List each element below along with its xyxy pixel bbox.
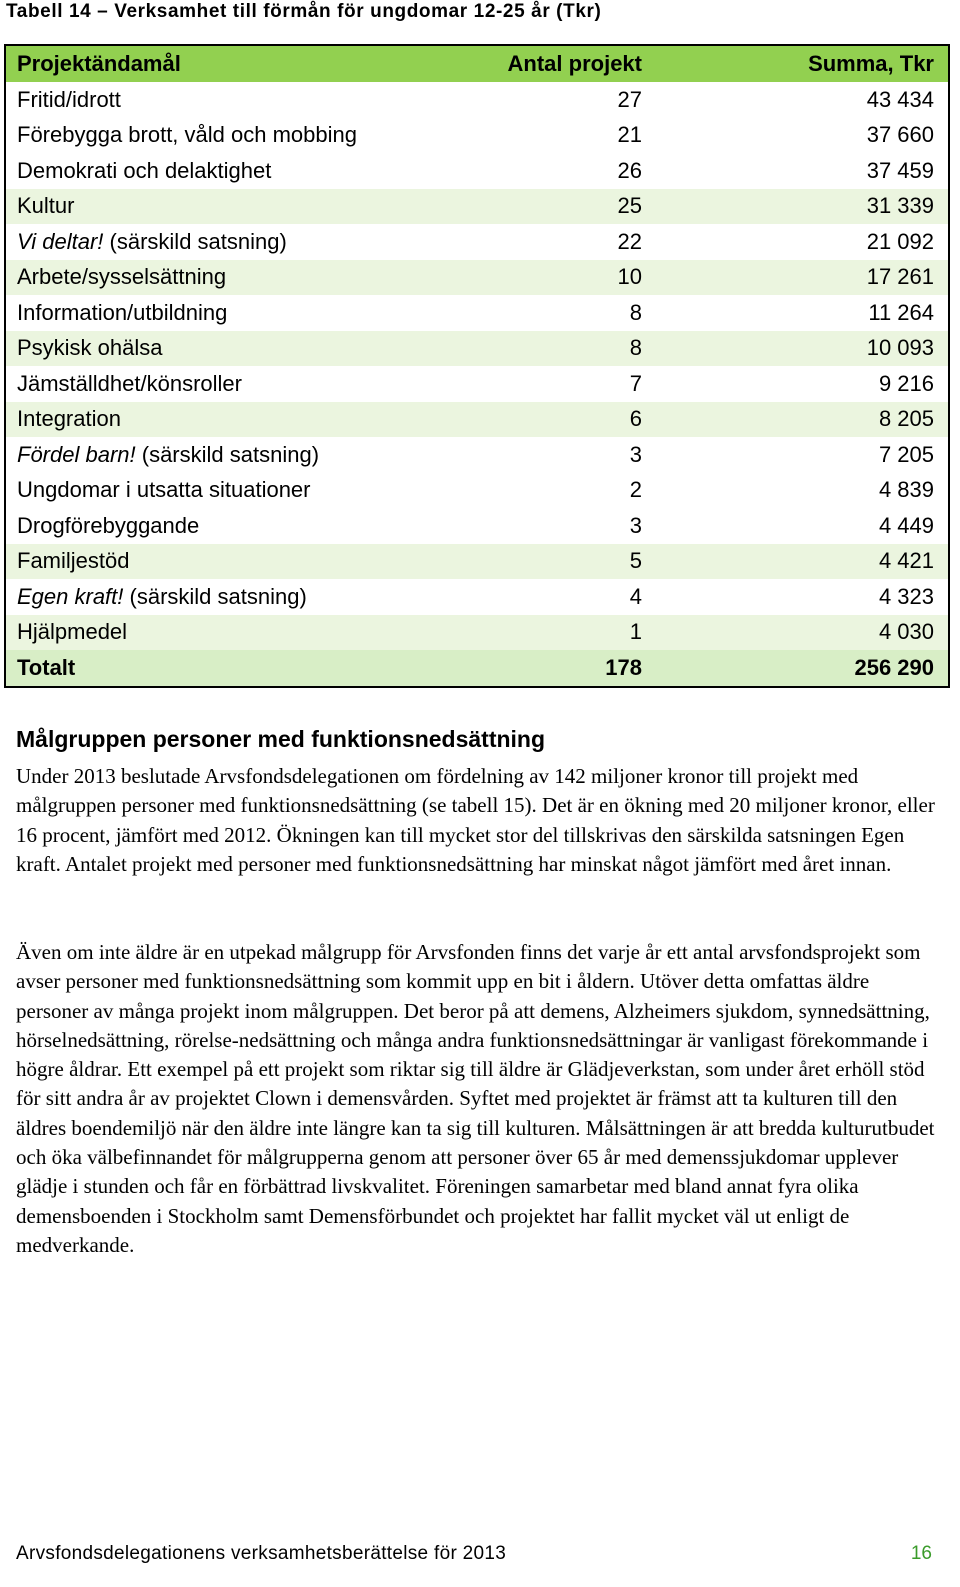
header-project-count: Antal projekt bbox=[507, 51, 642, 76]
youth-activity-table bbox=[4, 44, 950, 688]
page-number: 16 bbox=[910, 1543, 932, 1564]
row-purpose-label: Fritid/idrott bbox=[17, 86, 121, 112]
row-purpose-italic: Egen kraft! bbox=[17, 583, 124, 609]
row-purpose-label: Ungdomar i utsatta situationer bbox=[17, 477, 311, 503]
table-row bbox=[6, 437, 948, 473]
table-row bbox=[6, 366, 948, 402]
row-purpose-label: Hjälpmedel bbox=[17, 619, 128, 645]
row-purpose-label: (särskild satsning) bbox=[135, 441, 320, 467]
row-purpose bbox=[6, 264, 466, 290]
table-row bbox=[6, 579, 948, 615]
row-purpose-label: Drogförebyggande bbox=[17, 512, 200, 538]
row-purpose-label: Psykisk ohälsa bbox=[17, 335, 163, 361]
row-count: 6 bbox=[629, 406, 642, 432]
table-row bbox=[6, 189, 948, 225]
row-purpose-label: Information/utbildning bbox=[17, 299, 228, 325]
row-count: 27 bbox=[617, 86, 642, 112]
row-purpose-label: Familjestöd bbox=[17, 548, 130, 574]
row-count: 5 bbox=[629, 548, 642, 574]
row-purpose bbox=[6, 87, 466, 113]
row-count: 22 bbox=[617, 228, 642, 254]
row-purpose bbox=[6, 335, 466, 361]
row-sum: 21 092 bbox=[866, 228, 934, 254]
row-count: 8 bbox=[629, 335, 642, 361]
row-sum: 43 434 bbox=[866, 86, 934, 112]
table-caption: Tabell 14 – Verksamhet till förmån för ungdomar 12-25 år (Tkr) bbox=[6, 1, 602, 22]
row-sum: 37 459 bbox=[866, 157, 934, 183]
row-count: 10 bbox=[617, 264, 642, 290]
row-sum: 9 216 bbox=[878, 370, 934, 396]
table-row bbox=[6, 331, 948, 367]
row-purpose bbox=[6, 477, 466, 503]
row-purpose bbox=[6, 371, 466, 397]
row-purpose-label: Kultur bbox=[17, 193, 75, 219]
row-count: 26 bbox=[617, 157, 642, 183]
table-row bbox=[6, 260, 948, 296]
row-sum: 10 093 bbox=[866, 335, 934, 361]
row-count: 1 bbox=[629, 619, 642, 645]
row-purpose-label: Demokrati och delaktighet bbox=[17, 157, 272, 183]
row-purpose bbox=[6, 158, 466, 184]
row-purpose bbox=[6, 513, 466, 539]
row-sum: 4 449 bbox=[878, 512, 934, 538]
row-sum: 4 323 bbox=[878, 583, 934, 609]
paragraph-2: Även om inte äldre är en utpekad målgrupp för Arvsfonden finns det varje år ett antal arvsfondsprojekt som avser personer med funktionsnedsättning som kommit upp en bit i åldern. Utöver detta omfattas äldre personer av många projekt inom målgruppen. Det beror på att demens, Alzheimers sjukdom, synnedsättning, hörselnedsättning, rörelse-nedsättning och många andra funktionsnedsättningar är vanligast förekommande i högre åldrar. Ett exempel på ett projekt som riktar sig till äldre är Glädjeverkstan, som under året erhöll stöd för sitt andra år av projektet Clown i demensvården. Syftet med projektet är främst att ta kulturen till den äldres boendemiljö när den äldre inte längre kan ta sig till kulturen. Målsättningen är att bredda kulturutbudet och öka välbefinnandet för målgrupperna genom att personer över 65 år med demenssjukdomar upplever glädje i stunden och får en förbättrad livskvalitet. Föreningen samarbetar med bland annat fyra olika demensboenden i Stockholm samt Demensförbundet och projektet har fallit mycket väl ut enligt de medverkande. bbox=[16, 940, 935, 1257]
row-sum: 4 421 bbox=[878, 548, 934, 574]
row-count: 21 bbox=[617, 122, 642, 148]
row-purpose bbox=[6, 406, 466, 432]
row-purpose bbox=[6, 229, 466, 255]
row-purpose bbox=[6, 122, 466, 148]
row-count: 3 bbox=[629, 441, 642, 467]
table-row bbox=[6, 508, 948, 544]
row-sum: 37 660 bbox=[866, 122, 934, 148]
row-purpose bbox=[6, 584, 466, 610]
row-sum: 31 339 bbox=[866, 193, 934, 219]
section-title: Målgruppen personer med funktionsnedsättning bbox=[16, 726, 546, 752]
row-count: 3 bbox=[629, 512, 642, 538]
table-row bbox=[6, 473, 948, 509]
row-purpose bbox=[6, 193, 466, 219]
row-purpose-label: Jämställdhet/könsroller bbox=[17, 370, 242, 396]
table-row bbox=[6, 544, 948, 580]
table-row bbox=[6, 82, 948, 118]
footer-title: Arvsfondsdelegationens verksamhetsberättelse för 2013 bbox=[16, 1543, 507, 1564]
row-sum: 11 264 bbox=[868, 299, 934, 325]
row-sum: 4 030 bbox=[878, 619, 934, 645]
row-sum: 4 839 bbox=[878, 477, 934, 503]
header-purpose: Projektändamål bbox=[17, 51, 181, 76]
row-count: 2 bbox=[629, 477, 642, 503]
row-purpose-label: Förebygga brott, våld och mobbing bbox=[17, 122, 357, 148]
row-purpose bbox=[6, 300, 466, 326]
total-sum: 256 290 bbox=[854, 655, 934, 680]
row-purpose-italic: Fördel barn! bbox=[17, 441, 136, 467]
row-sum: 7 205 bbox=[878, 441, 934, 467]
table-row bbox=[6, 224, 948, 260]
row-count: 7 bbox=[629, 370, 642, 396]
row-purpose-label: (särskild satsning) bbox=[123, 583, 307, 609]
table-row bbox=[6, 615, 948, 651]
table-row bbox=[6, 295, 948, 331]
total-label: Totalt bbox=[17, 655, 76, 680]
total-count: 178 bbox=[605, 655, 642, 680]
header-sum: Summa, Tkr bbox=[808, 51, 934, 76]
row-purpose bbox=[6, 442, 466, 468]
table-header-row bbox=[6, 46, 948, 82]
table-total-row bbox=[6, 650, 948, 686]
row-sum: 8 205 bbox=[878, 406, 934, 432]
paragraph-1: Under 2013 beslutade Arvsfondsdelegationen om fördelning av 142 miljoner kronor till projekt med målgruppen personer med funktionsnedsättning (se tabell 15). Det är en ökning med 20 miljoner kronor, eller 16 procent, jämfört med 2012. Ökningen kan till mycket stor del tillskrivas den särskilda satsningen Egen kraft. Antalet projekt med personer med funktionsnedsättning har minskat något jämfört med året innan. bbox=[16, 764, 935, 876]
row-purpose-italic: Vi deltar! bbox=[17, 228, 104, 254]
row-purpose-label: Integration bbox=[17, 406, 121, 432]
row-count: 25 bbox=[617, 193, 642, 219]
table-row bbox=[6, 118, 948, 154]
row-count: 8 bbox=[629, 299, 642, 325]
table-row bbox=[6, 402, 948, 438]
row-purpose-label: (särskild satsning) bbox=[103, 228, 287, 254]
row-sum: 17 261 bbox=[866, 264, 934, 290]
row-count: 4 bbox=[629, 583, 642, 609]
row-purpose bbox=[6, 619, 466, 645]
row-purpose-label: Arbete/sysselsättning bbox=[17, 264, 227, 290]
table-row bbox=[6, 153, 948, 189]
row-purpose bbox=[6, 548, 466, 574]
